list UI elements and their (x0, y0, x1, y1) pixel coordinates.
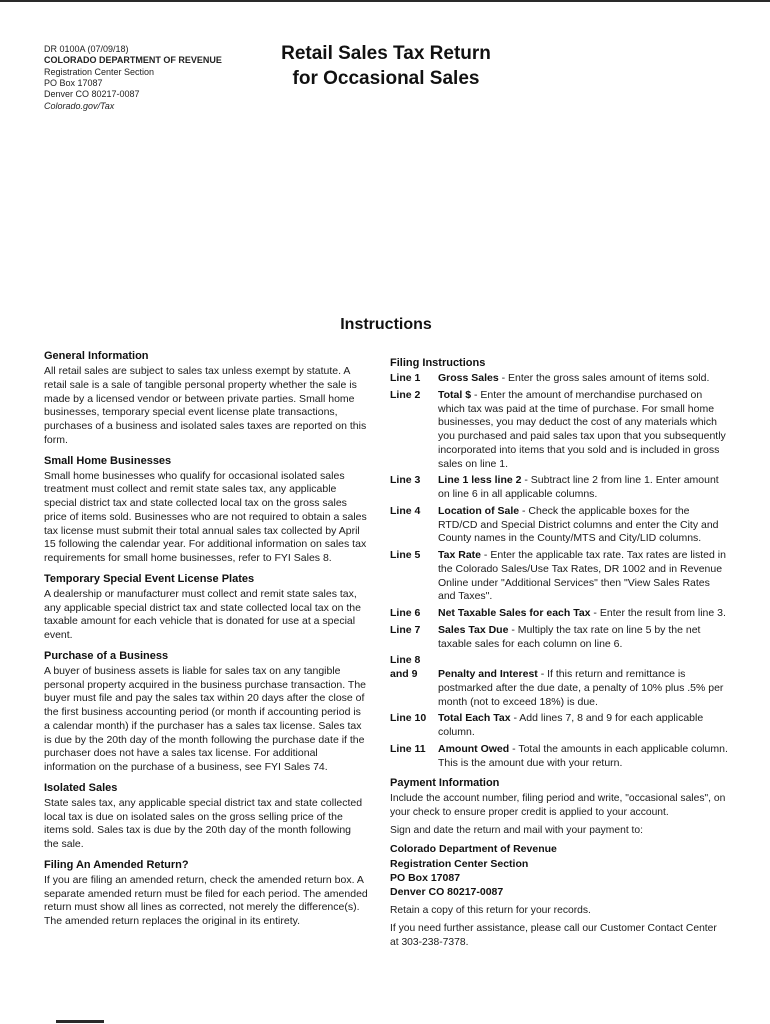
form-number: DR 0100A (07/09/18) (44, 44, 129, 54)
payment-paragraph-mail: Sign and date the return and mail with your payment to: (390, 825, 643, 836)
line-term: Total $ (438, 388, 472, 401)
filing-line-2 (390, 389, 728, 472)
section-purchase-of-a-business (44, 650, 368, 775)
filing-line-10 (390, 712, 728, 740)
line-label: Line 10 (390, 712, 427, 725)
line-text (438, 607, 728, 621)
line-text (438, 389, 728, 472)
payment-paragraph-assistance: If you need further assistance, please call our Customer Contact Center at 303-238-7378. (390, 923, 717, 948)
line-term: Line 1 less line 2 (438, 474, 522, 487)
filing-line-1 (390, 372, 728, 386)
line-term: Sales Tax Due (438, 623, 509, 636)
payment-paragraph-retain: Retain a copy of this return for your records. (390, 905, 591, 917)
line-description: - Total the amounts in each applicable column. This is the amount due with your return. (438, 742, 728, 769)
section-heading: General Information (44, 350, 149, 362)
line-label: Line 1 (390, 372, 421, 384)
line-label: and 9 (390, 668, 418, 680)
filing-line-3 (390, 474, 728, 502)
left-column (44, 350, 368, 931)
filing-line-5 (390, 549, 728, 604)
section-isolated-sales (44, 782, 368, 852)
section-body: A buyer of business assets is liable for sales tax on any tangible personal property acquired in the business purchase transaction. The buyer must file and pay the sales tax within 20 days after the close of the first business accounting period (or month if accounting period is a calendar month) if the purchaser has a sales tax license. Sales tax is due by the 20th day of the month following the purchase date if the purchaser does not have a sales tax license. For additional information on the purchase of a business, see FYI Sales 74. (44, 664, 366, 773)
line-term: Tax Rate (438, 549, 481, 561)
filing-line-11 (390, 743, 728, 771)
department-name: COLORADO DEPARTMENT OF REVENUE (44, 55, 222, 66)
filing-instructions-heading: Filing Instructions (390, 357, 486, 369)
line-text (438, 624, 728, 652)
line-label: Line 4 (390, 504, 421, 517)
line-description: - Enter the applicable tax rate. Tax rates are listed in the Colorado Sales/Use Tax Rates, DR 1002 and in Revenue Online under "Additional Services" then "View Sales Rates and Taxes". (438, 549, 726, 603)
filing-line-8-9 (390, 668, 728, 709)
line-term: Net Taxable Sales for each Tax (438, 607, 591, 619)
section-body: All retail sales are subject to sales tax unless exempt by statute. A retail sale is a sale of tangible personal property whether the sale is made by a licensed vendor or between private parties. Small home businesses, temporary special event license plate transactions, purchases of a business and isolated sales taxes are reported on this form. (44, 365, 367, 446)
line-label: Line 2 (390, 388, 421, 401)
line-term: Amount Owed (438, 742, 510, 755)
filing-line-7 (390, 624, 728, 652)
section-body: A dealership or manufacturer must collect and remit state sales tax, any applicable special district tax and state collected local tax on the taxable amount for each vehicle that is donated for use at a special event. (44, 587, 361, 641)
line-label: Line 5 (390, 549, 421, 561)
line-text (438, 474, 728, 502)
document-title-line1: Retail Sales Tax Return (281, 43, 491, 64)
payment-heading: Payment Information (390, 777, 500, 790)
instructions-heading: Instructions (340, 316, 432, 333)
website-text: Colorado.gov/Tax (44, 100, 115, 111)
line-text (438, 668, 728, 709)
filing-line-6 (390, 607, 728, 621)
line-term: Penalty and Interest (438, 668, 538, 680)
section-filing-an-amended-return (44, 859, 368, 929)
line-description: - If this return and remittance is postmarked after the due date, a penalty of 10% plus .5% per month (not to exceed 18%) is due. (438, 668, 724, 708)
two-column-layout (44, 350, 728, 954)
section-body: If you are filing an amended return, check the amended return box. A separate amended return must be filed for each period. The amended return must show all lines as corrected, not merely the difference(s). The amended return replaces the original in its entirety. (44, 873, 368, 927)
section-temporary-special-event-license-plates (44, 573, 368, 643)
line-label: Line 6 (390, 607, 421, 619)
section-general-information (44, 350, 368, 448)
section-heading: Isolated Sales (44, 781, 118, 794)
line-description: - Add lines 7, 8 and 9 for each applicable column. (438, 712, 704, 738)
line-description: - Check the applicable boxes for the RTD/CD and Special District columns and enter the City and County names in the County/MTS and City/LID columns. (438, 504, 719, 545)
page-top-edge-line (0, 0, 770, 2)
section-heading: Small Home Businesses (44, 454, 172, 467)
page-bottom-edge-mark (56, 1020, 104, 1023)
section-name: Registration Center Section (44, 66, 155, 77)
mailing-address-line: PO Box 17087 (390, 871, 461, 884)
section-heading: Filing An Amended Return? (44, 858, 189, 871)
line-text (438, 505, 728, 546)
line-term: Gross Sales (438, 372, 499, 384)
line-text (438, 743, 728, 771)
line-description: - Subtract line 2 from line 1. Enter amount on line 6 in all applicable columns. (438, 474, 719, 500)
section-small-home-businesses (44, 455, 368, 566)
line-description: - Multiply the tax rate on line 5 by the net taxable sales for each column on line 6. (438, 623, 701, 650)
section-heading: Purchase of a Business (44, 649, 169, 662)
document-title (44, 42, 728, 91)
mailing-address-line: Denver CO 80217-0087 (390, 885, 504, 898)
line-label: Line 3 (390, 474, 421, 487)
filing-line-8-prelabel: Line 8 (390, 654, 421, 667)
mailing-address-line: Colorado Department of Revenue (390, 843, 557, 856)
payment-paragraph-check: Include the account number, filing period and write, "occasional sales", on your check to ensure proper credit is applied to your account. (390, 793, 726, 818)
line-text (438, 712, 728, 740)
filing-lines (390, 372, 728, 770)
section-body: Small home businesses who qualify for occasional isolated sales treatment must collect and remit state sales tax, any applicable special district tax and state collected local tax on the gross sales price of items sold. Businesses who are not required to obtain a sales tax license must submit their total annual sales tax collected by April 15 following the calendar year. For additional information on sales tax requirements for small home businesses, refer to FYI Sales 8. (44, 469, 367, 564)
filing-line-4 (390, 505, 728, 546)
section-heading: Temporary Special Event License Plates (44, 572, 255, 585)
line-description: - Enter the amount of merchandise purchased on which tax was paid at the time of purchase. For small home businesses, you may deduct the cost of any materials which you purchased and paid sales tax upon that you subsequently incorporated into items that you sold and is included in gross sales on line 1. (438, 388, 726, 470)
line-text (438, 372, 728, 386)
line-text (438, 549, 728, 604)
line-description: - Enter the result from line 3. (590, 607, 726, 619)
city-state-zip: Denver CO 80217-0087 (44, 89, 140, 100)
line-term: Total Each Tax (438, 712, 511, 725)
line-description: - Enter the gross sales amount of items sold. (498, 372, 710, 384)
mailing-address (390, 842, 728, 899)
line-term: Location of Sale (438, 504, 520, 517)
po-box: PO Box 17087 (44, 77, 103, 88)
section-body: State sales tax, any applicable special district tax and state collected local tax is due on isolated sales on the gross selling price of the items sold. Sales tax is due by the 20th day of the month following the sale. (44, 796, 363, 850)
right-column (390, 350, 728, 954)
line-label: Line 11 (390, 742, 426, 755)
line-label: Line 7 (390, 623, 421, 636)
document-title-line2: for Occasional Sales (292, 67, 480, 89)
payment-information (390, 777, 728, 949)
form-header (44, 44, 728, 114)
mailing-address-line: Registration Center Section (390, 857, 529, 870)
